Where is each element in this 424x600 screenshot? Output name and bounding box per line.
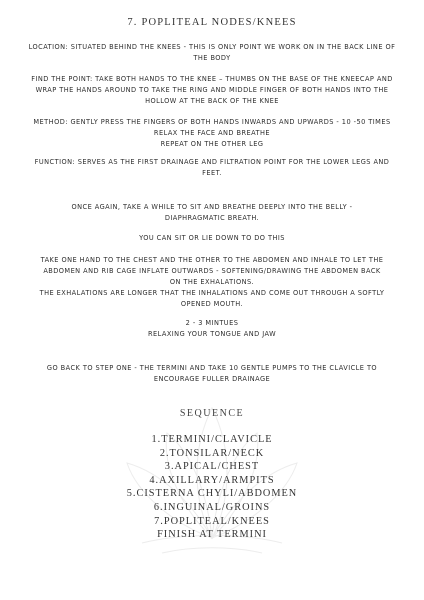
sequence-item: 5.CISTERNA CHYLI/ABDOMEN [126,488,298,500]
sequence-item: 3.APICAL/CHEST [164,461,260,473]
go-back-line: GO BACK TO STEP ONE - THE TERMINI AND TAKE 10 GENTLE PUMPS TO THE CLAVICLE TO [46,364,378,372]
page-title: 7. POPLITEAL NODES/KNEES [127,17,297,28]
function-paragraph [14,157,410,179]
breathe-intro-paragraph [14,202,410,224]
find-point-line: FIND THE POINT: TAKE BOTH HANDS TO THE KNEE – THUMBS ON THE BASE OF THE KNEECAP AND [31,75,393,83]
location-line: LOCATION: SITUATED BEHIND THE KNEES - THIS IS ONLY POINT WE WORK ON IN THE BACK LINE OF [28,43,396,51]
sequence-item: 1.TERMINI/CLAVICLE [151,434,273,445]
sequence-item: FINISH AT TERMINI [157,529,267,541]
sequence-item: 4.AXILLARY/ARMPITS [149,474,275,486]
sit-or-lie-text [14,233,410,244]
duration-line: RELAXING YOUR TONGUE AND JAW [147,330,277,338]
breath-instruction-line: THE EXHALATIONS ARE LONGER THAT THE INHALATIONS AND COME OUT THROUGH A SOFTLY [39,289,385,297]
find-point-line: HOLLOW AT THE BACK OF THE KNEE [145,97,279,105]
sequence-list [0,433,424,542]
breath-instructions-paragraph [14,255,410,310]
duration-line: 2 - 3 MINTUES [185,319,239,327]
sequence-item: 2.TONSILAR/NECK [159,447,265,459]
location-line: THE BODY [193,54,231,62]
method-line: METHOD: GENTLY PRESS THE FINGERS OF BOTH HANDS INWARDS AND UPWARDS - 10 -50 TIMES [33,118,391,126]
go-back-paragraph [14,363,410,385]
sequence-item: 7.POPLITEAL/KNEES [154,515,270,527]
duration-paragraph [14,318,410,340]
breath-instruction-line: OPENED MOUTH. [180,300,244,308]
sequence-title: SEQUENCE [179,408,245,419]
method-line: RELAX THE FACE AND BREATHE [153,129,271,137]
function-line: FUNCTION: SERVES AS THE FIRST DRAINAGE AND FILTRATION POINT FOR THE LOWER LEGS AND [34,158,390,166]
sit-or-lie-line: YOU CAN SIT OR LIE DOWN TO DO THIS [139,234,285,242]
method-paragraph [14,117,410,150]
location-paragraph [14,42,410,64]
method-line: REPEAT ON THE OTHER LEG [160,140,264,148]
sequence-item: 6.INGUINAL/GROINS [153,501,271,513]
find-point-paragraph [14,74,410,107]
breathe-intro-line: ONCE AGAIN, TAKE A WHILE TO SIT AND BREATHE DEEPLY INTO THE BELLY - [71,203,353,211]
breath-instruction-line: ON THE EXHALATIONS. [169,278,255,286]
breath-instruction-line: TAKE ONE HAND TO THE CHEST AND THE OTHER TO THE ABDOMEN AND INHALE TO LET THE [40,256,384,264]
find-point-line: WRAP THE HANDS AROUND TO TAKE THE RING AND MIDDLE FINGER OF BOTH HANDS INTO THE [35,86,389,94]
breathe-intro-line: DIAPHRAGMATIC BREATH. [164,214,260,222]
go-back-line: ENCOURAGE FULLER DRAINAGE [153,375,271,383]
breath-instruction-line: ABDOMEN AND RIB CAGE INFLATE OUTWARDS - SOFTENING/DRAWING THE ABDOMEN BACK [43,267,381,275]
function-line: FEET. [202,169,222,177]
